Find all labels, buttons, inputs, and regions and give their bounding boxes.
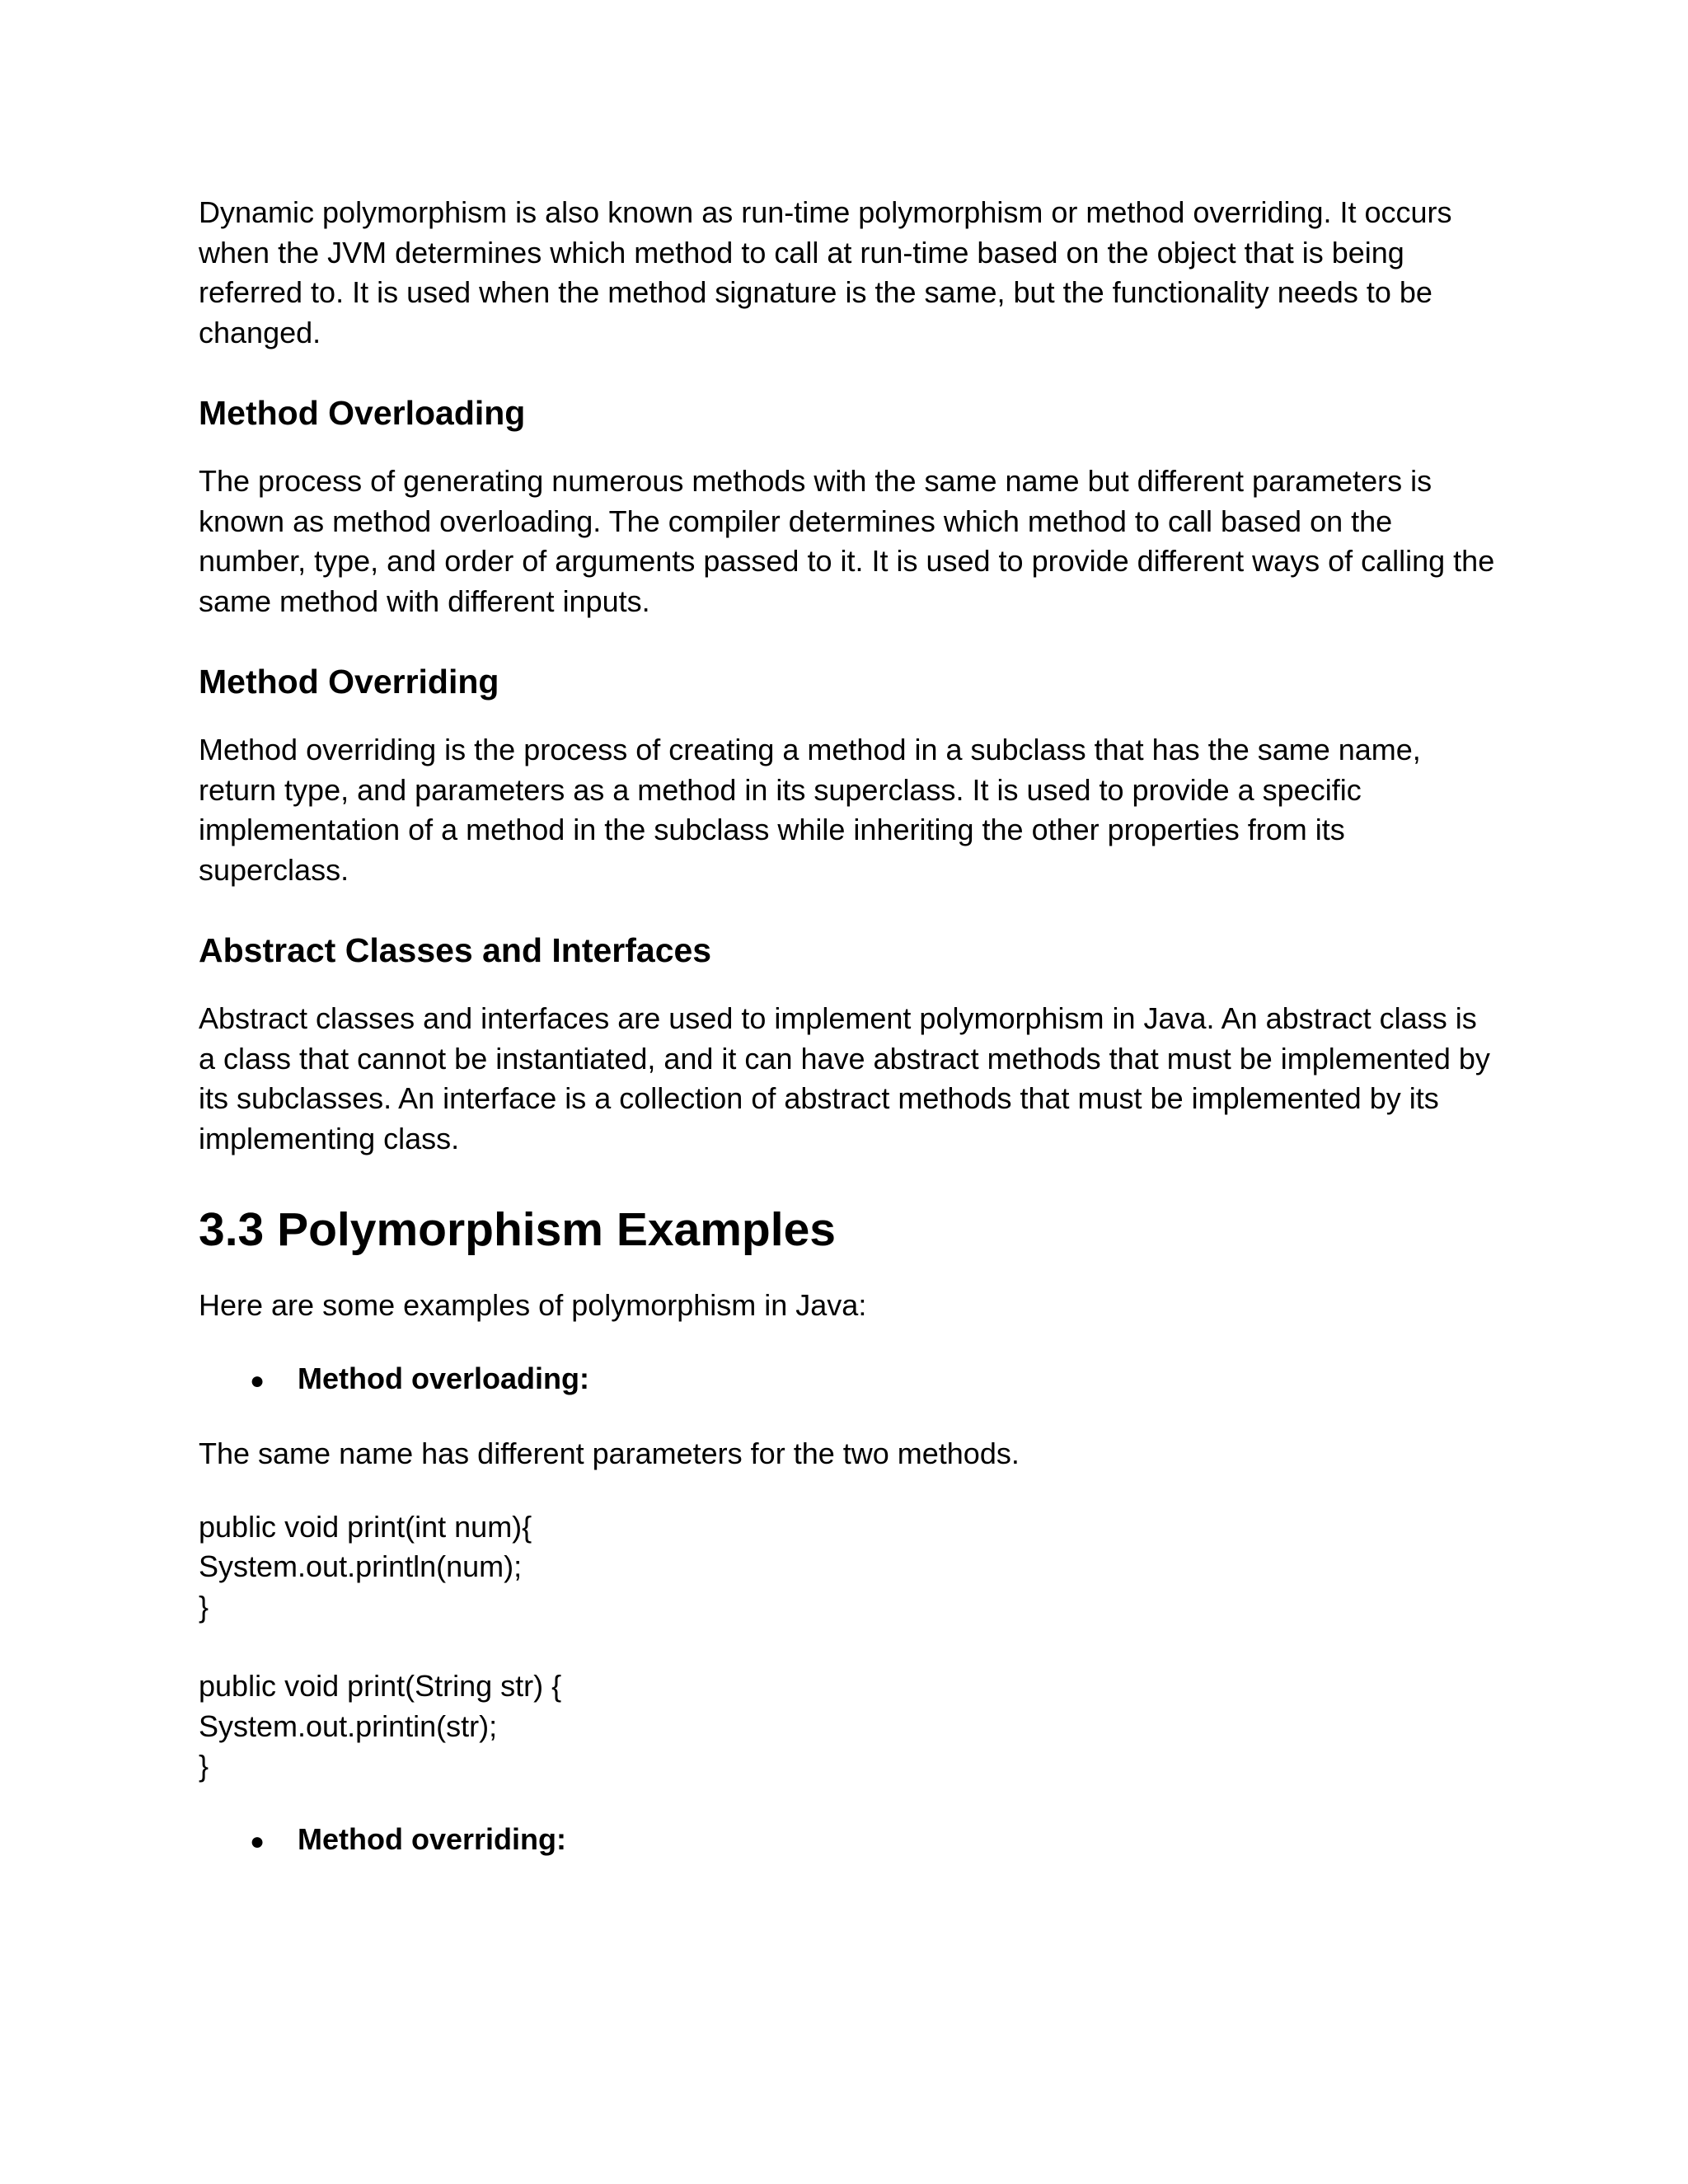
document-content [199,193,1501,1862]
code-line: } [199,1589,209,1624]
bullet-item-method-overriding [199,1820,1501,1863]
heading-method-overloading: Method Overloading [199,394,526,432]
heading-polymorphism-examples: 3.3 Polymorphism Examples [199,1203,836,1256]
overloading-description: The same name has different parameters for the two methods. [199,1436,1020,1470]
code-line: } [199,1749,209,1783]
method-overriding-paragraph: Method overriding is the process of creating a method in a subclass that has the same name, return type, and parameters as a method in its superclass. It is used to provide a specific implementation of a method in the subclass while inheriting the other properties from its superclass. [199,733,1421,887]
code-line: public void print(String str) { [199,1669,562,1703]
examples-intro: Here are some examples of polymorphism in Java: [199,1288,867,1322]
intro-paragraph: Dynamic polymorphism is also known as run-time polymorphism or method overriding. It occurs when the JVM determines which method to call at run-time based on the object that is being referred to. It is used when the method signature is the same, but the functionality needs to be changed. [199,195,1452,349]
bullet-label: Method overloading: [298,1361,589,1395]
code-line: System.out.println(num); [199,1549,523,1583]
bullet-icon: ● [250,1827,265,1855]
abstract-classes-paragraph: Abstract classes and interfaces are used to implement polymorphism in Java. An abstract class is a class that cannot be instantiated, and it can have abstract methods that must be implemented by its subclasses. An interface is a collection of abstract methods that must be implemented by its implementing class. [199,1001,1490,1155]
method-overloading-paragraph: The process of generating numerous methods with the same name but different parameters is known as method overloading. The compiler determines which method to call based on the number, type, and order of arguments passed to it. It is used to provide different ways of calling the same method with different inputs. [199,464,1495,618]
code-block-print-string [199,1666,1501,1787]
code-block-print-int [199,1507,1501,1628]
heading-abstract-classes: Abstract Classes and Interfaces [199,931,712,969]
heading-method-overriding: Method Overriding [199,663,499,701]
code-line: public void print(int num){ [199,1509,532,1544]
bullet-icon: ● [250,1366,265,1394]
bullet-item-method-overloading [199,1359,1501,1402]
code-line: System.out.printin(str); [199,1708,498,1743]
bullet-label: Method overriding: [298,1821,566,1856]
